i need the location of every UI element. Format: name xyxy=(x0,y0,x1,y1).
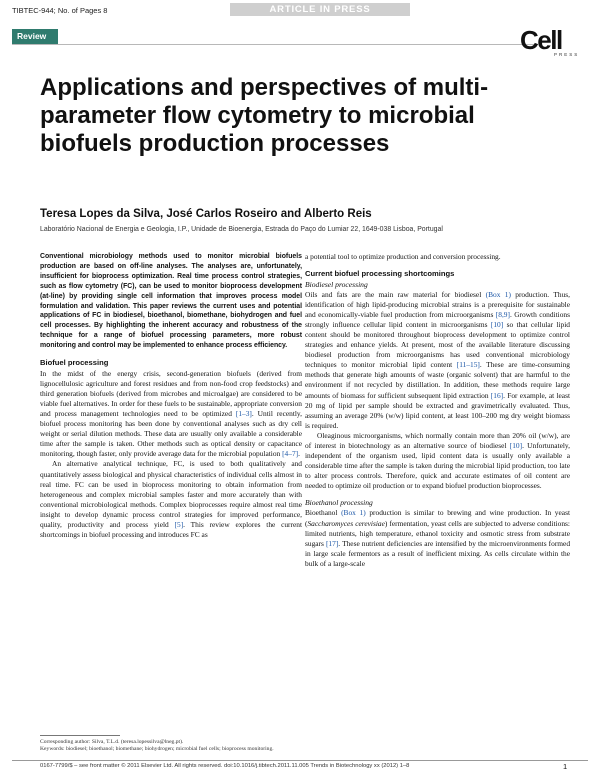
citation-link[interactable]: [16] xyxy=(490,390,504,400)
abstract: Conventional microbiology methods used to monitor microbial biofuels production are based on off-line analyses. The analyses are, unfortunately, insufficient for bioprocess optimization. Real time process control strategies, such as flow cytometry (FC), can be used to monitor bioprocess development (at-line) by providing single cell information that improves process model formulation and validation. This paper reviews the current uses and potential applications of FC in biodiesel, bioethanol, biomethane, biohydrogen and fuel cell processes. By highlighting the inherent accuracy and robustness of the technique for a range of biofuel processing parameters, more robust monitoring and control may be implemented to enhance process efficiency. xyxy=(40,253,302,350)
footer-line: 0167-7799/$ – see front matter © 2011 Elsevier Ltd. All rights reserved. doi:10.1016/j.tibtech.2011.11.005 Trends in Biotechnology xx (2012) 1–8 xyxy=(40,763,410,769)
paragraph-continued: a potential tool to optimize production and conversion processing. xyxy=(305,252,501,261)
paragraph-biofuel-1: In the midst of the energy crisis, second-generation biofuels (derived from lignocellulosic agriculture and forest residues and from non-food crop feedstocks) and third generation biofuels (derived from microbes and microalgae) are considered to be viable fuel alternatives. In order for these fuels to be sustainable, appropriate conversion and process management technologies need to be optimized [1–3]. Until recently, biofuel process monitoring has been done by conventional analyses such as dry cell weight or serial dilution methods. These data are usually only available a considerable time after the sample is taken. Other methods such as optical density or capacitance monitoring, though faster, only provide average data for the microbial population [4–7]. xyxy=(40,368,302,459)
author-list: Teresa Lopes da Silva, José Carlos Roseiro and Alberto Reis xyxy=(40,208,372,220)
section-heading-shortcomings: Current biofuel processing shortcomings xyxy=(305,269,455,279)
paragraph-biofuel-2: An alternative analytical technique, FC, is used to both qualitatively and quantitatively assess biological and physical characteristics of individual cells almost in real time. FC can be used in bioprocess monitoring to obtain information from heterogeneous and complex microbial samples faster and more accurately than with conventional microbiological methods. Complex bioprocesses require almost real time insight to develop dynamic process control strategies for improved performance, quality, productivity and process yield [5]. This review explores the current shortcomings in biofuel processing and introduces FC as xyxy=(40,459,302,540)
species-name: Saccharomyces cerevisiae xyxy=(307,518,385,528)
citation-link[interactable]: [1–3] xyxy=(235,408,252,418)
citation-link[interactable]: [10] xyxy=(490,319,504,329)
logo-press-text: PRESS xyxy=(554,52,580,57)
right-column xyxy=(305,252,570,569)
left-column xyxy=(40,252,302,540)
article-in-press-banner xyxy=(230,3,410,16)
header-rule xyxy=(12,44,538,45)
box-link[interactable]: (Box 1) xyxy=(485,289,511,299)
footnote-rule xyxy=(40,735,120,736)
subsection-heading-biodiesel: Biodiesel processing xyxy=(305,279,368,289)
paragraph-biodiesel-2: Oleaginous microorganisms, which normally contain more than 20% oil (w/w), are of interest in biotechnology as an alternative source of biodiesel [10]. Unfortunately, independent of the organism used, lipid content data is usually only available a considerable time after the sample is taken during the microbial lipid production, too late to alter process controls. Therefore, quick and accurate estimates of oil content are needed to optimize oil production or to expand biofuel production bioprocesses. xyxy=(305,430,570,491)
corresponding-author: Corresponding author: Silva, T.L.d. (teresa.lopessilva@lneg.pt). xyxy=(40,739,184,745)
citation-link[interactable]: [8,9] xyxy=(495,309,510,319)
keywords: Keywords: biodiesel; bioethanol; biomethane; biohydrogen; microbial fuel cells; bioprocess monitoring. xyxy=(40,746,274,753)
footer-rule xyxy=(12,760,588,761)
review-section-tab xyxy=(12,29,58,44)
footnote xyxy=(40,739,302,754)
banner-text: ARTICLE IN PRESS xyxy=(269,4,371,15)
page-number: 1 xyxy=(563,762,568,771)
citation-link[interactable]: [4–7] xyxy=(282,449,299,459)
box-link[interactable]: (Box 1) xyxy=(341,508,366,518)
cell-press-logo xyxy=(520,25,588,57)
citation-link[interactable]: [11–15] xyxy=(456,360,480,370)
affiliation: Laboratório Nacional de Energia e Geologia, I.P., Unidade de Bioenergia, Estrada do Paço do Lumiar 22, 1649-038 Lisboa, Portugal xyxy=(40,226,443,233)
citation-link[interactable]: [10] xyxy=(509,441,523,450)
citation-link[interactable]: [17] xyxy=(325,538,339,548)
article-title: Applications and perspectives of multi-parameter flow cytometry to microbial biofuels production processes xyxy=(40,74,489,157)
logo-cell-text: Cell xyxy=(520,25,562,55)
section-heading-biofuel-processing: Biofuel processing xyxy=(40,358,109,368)
review-tab-label: Review xyxy=(17,31,47,41)
paragraph-biodiesel-1: Oils and fats are the main raw material for biodiesel (Box 1) production. Thus, identification of high lipid-producing microbial strains is a prerequisite for sustainable and economically-viable fuel production from microorganisms [8,9]. Growth conditions strongly influence cellular lipid content in microorganisms [10] so that cellular lipid content should be monitored throughout bioprocess development to optimize control strategies and enhance yields. At present, most of the available literature discussing biodiesel production from microorganisms has used conventional microbiology techniques to monitor microbial lipid content [11–15]. These are time-consuming methods that generate high amounts of waste (organic solvent) that are harmful to the environment if not recycled by distillation. In addition, these methods require large amounts of biomass for sufficient subsequent lipid extraction [16]. For example, at least 20 mg of lipid per sample should be extracted and gravimetrically evaluated. Thus, assuming an average 20% (w/w) lipid content, at least 100–200 mg dry weight biomass is required. xyxy=(305,289,571,430)
subsection-heading-bioethanol: Bioethanol processing xyxy=(305,498,373,508)
paragraph-bioethanol-1: Bioethanol (Box 1) production is similar to brewing and wine production. In yeast (Saccharomyces cerevisiae) fermentation, yeast cells are subjected to adverse conditions: limited nutrients, high temperature, ethanol toxicity and osmotic stress from substrate sugars [17]. These nutrient deficiencies are intensified by the microenvironments formed in large scale fermentors as a result of inefficient mixing. As cells circulate within the bulk of a large-scale xyxy=(305,508,571,568)
citation-link[interactable]: [5] xyxy=(174,519,184,529)
journal-id-line: TIBTEC-944; No. of Pages 8 xyxy=(12,6,108,15)
